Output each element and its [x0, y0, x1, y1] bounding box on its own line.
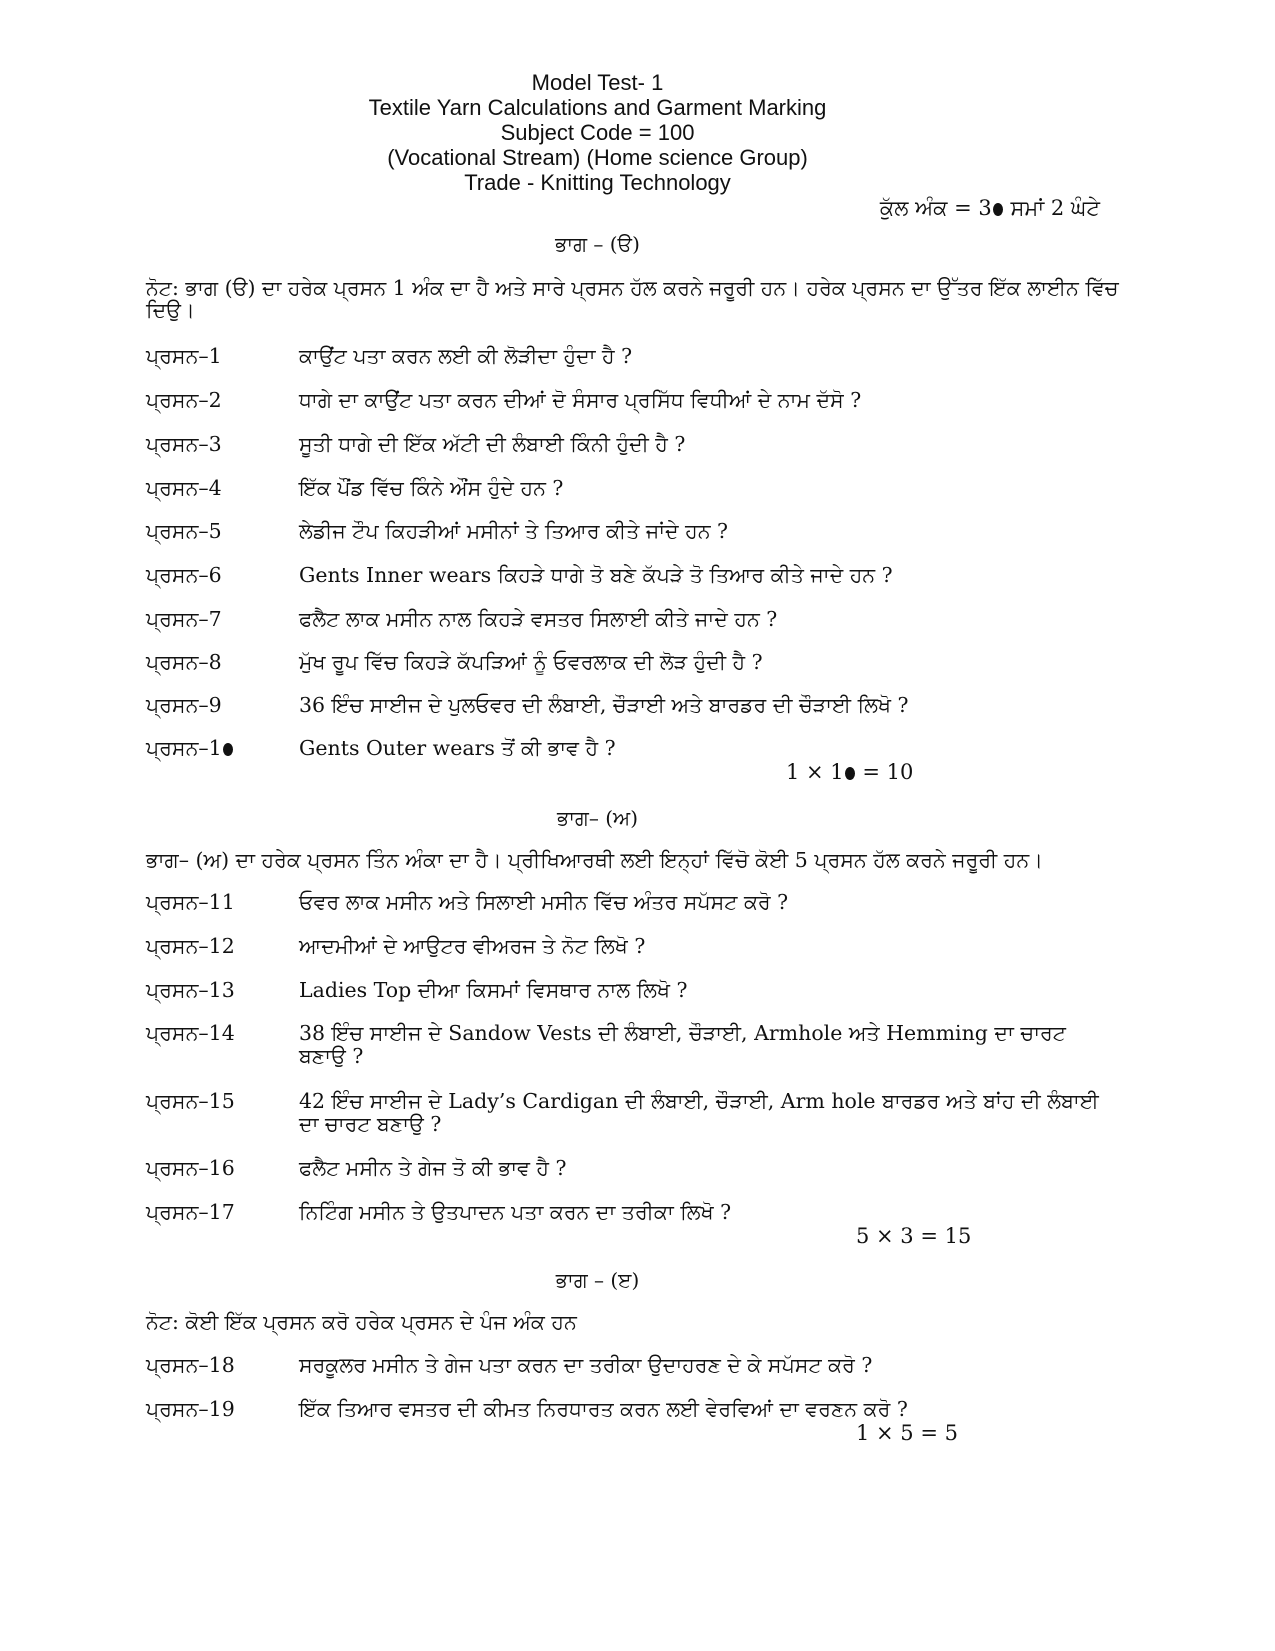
question-text: ਇੱਕ ਪੌਂਡ ਵਿੱਚ ਕਿੰਨੇ ਔਂਸ ਹੁੰਦੇ ਹਨ ? [299, 476, 564, 500]
question-number: ਪ੍ਰਸਨ–14 [146, 1021, 235, 1045]
question-text: ਲੇਡੀਜ ਟੌਪ ਕਿਹੜੀਆਂ ਮਸੀਨਾਂ ਤੇ ਤਿਆਰ ਕੀਤੇ ਜਾਂਦੇ ਹਨ ? [299, 519, 729, 543]
question-number: ਪ੍ਰਸਨ–18 [146, 1353, 235, 1377]
question-text: Ladies Top ਦੀਆ ਕਿਸਮਾਂ ਵਿਸਥਾਰ ਨਾਲ ਲਿਖੋ ? [299, 978, 688, 1002]
question-number: ਪ੍ਰਸਨ–5 [146, 519, 222, 543]
question-number: ਪ੍ਰਸਨ–15 [146, 1089, 235, 1113]
score-right: = 10 [855, 760, 914, 784]
question-number: ਪ੍ਰਸਨ–7 [146, 607, 222, 631]
question-number: ਪ੍ਰਸਨ–11 [146, 890, 235, 914]
section-b-title: ਭਾਗ– (ਅ) [556, 806, 639, 830]
question-number: ਪ੍ਰਸਨ–1 [146, 344, 222, 368]
question-number: ਪ੍ਰਸਨ–4 [146, 476, 222, 500]
trade-name: Trade - Knitting Technology [464, 170, 731, 195]
question-number: ਪ੍ਰਸਨ–3 [146, 432, 222, 456]
question-number: ਪ੍ਰਸਨ–12 [146, 934, 235, 958]
section-c-note: ਨੋਟ: ਕੋਈ ਇੱਕ ਪ੍ਰਸਨ ਕਰੋ ਹਰੇਕ ਪ੍ਰਸਨ ਦੇ ਪੰਜ ਅੰਕ ਹਨ [146, 1310, 577, 1334]
question-number: ਪ੍ਰਸਨ–17 [146, 1200, 235, 1224]
test-title: Model Test- 1 [531, 70, 664, 95]
total-marks-label: ਕੁੱਲ ਅੰਕ = 3 [879, 196, 992, 220]
question-text: 42 ਇੰਚ ਸਾਈਜ ਦੇ Lady’s Cardigan ਦੀ ਲੰਬਾਈ, ਚੌੜਾਈ, Arm hole ਬਾਰਡਰ ਅਤੇ ਬਾਂਹ ਦੀ ਲੰਬਾਈ ਦਾ ਚਾਰਟ ਬਣਾਉ ? [299, 1089, 1099, 1136]
question-text: ਸੂਤੀ ਧਾਗੇ ਦੀ ਇੱਕ ਅੱਟੀ ਦੀ ਲੰਬਾਈ ਕਿੰਨੀ ਹੁੰਦੀ ਹੈ ? [299, 432, 686, 456]
question-text: ਆਦਮੀਆਂ ਦੇ ਆਉਟਰ ਵੀਅਰਜ ਤੇ ਨੋਟ ਲਿਖੋ ? [299, 934, 646, 958]
question-text: ਕਾਉਂਟ ਪਤਾ ਕਰਨ ਲਈ ਕੀ ਲੋੜੀਦਾ ਹੁੰਦਾ ਹੈ ? [299, 344, 633, 368]
question-number: ਪ੍ਰਸਨ–16 [146, 1156, 235, 1180]
subject-title: Textile Yarn Calculations and Garment Marking [368, 95, 827, 120]
score-left: 1 × 1 [786, 760, 844, 784]
zero-dot-glyph [223, 743, 233, 756]
question-text: 36 ਇੰਚ ਸਾਈਜ ਦੇ ਪੁਲਓਵਰ ਦੀ ਲੰਬਾਈ, ਚੌੜਾਈ ਅਤੇ ਬਾਰਡਰ ਦੀ ਚੌੜਾਈ ਲਿਖੋ ? [299, 693, 909, 717]
question-number: ਪ੍ਰਸਨ–6 [146, 563, 222, 587]
question-text: ਓਵਰ ਲਾਕ ਮਸੀਨ ਅਤੇ ਸਿਲਾਈ ਮਸੀਨ ਵਿੱਚ ਅੰਤਰ ਸਪੱਸਟ ਕਰੋ ? [299, 890, 789, 914]
zero-dot-glyph [845, 767, 855, 780]
question-number: ਪ੍ਰਸਨ–8 [146, 650, 222, 674]
question-text: ਫਲੈਟ ਲਾਕ ਮਸੀਨ ਨਾਲ ਕਿਹੜੇ ਵਸਤਰ ਸਿਲਾਈ ਕੀਤੇ ਜਾਦੇ ਹਨ ? [299, 607, 778, 631]
question-number-prefix: ਪ੍ਰਸਨ–1 [146, 736, 222, 760]
time-label: ਸਮਾਂ 2 ਘੰਟੇ [1003, 196, 1100, 220]
question-text: Gents Inner wears ਕਿਹੜੇ ਧਾਗੇ ਤੋ ਬਣੇ ਕੱਪੜੇ ਤੋ ਤਿਆਰ ਕੀਤੇ ਜਾਦੇ ਹਨ ? [299, 563, 893, 587]
question-text: ਨਿਟਿੰਗ ਮਸੀਨ ਤੇ ਉਤਪਾਦਨ ਪਤਾ ਕਰਨ ਦਾ ਤਰੀਕਾ ਲਿਖੋ ? [299, 1200, 732, 1224]
zero-dot-glyph [993, 203, 1003, 216]
question-text: ਇੱਕ ਤਿਆਰ ਵਸਤਰ ਦੀ ਕੀਮਤ ਨਿਰਧਾਰਤ ਕਰਨ ਲਈ ਵੇਰਵਿਆਂ ਦਾ ਵਰਣਨ ਕਰੋ ? [299, 1397, 908, 1421]
question-number: ਪ੍ਰਸਨ–13 [146, 978, 235, 1002]
exam-header [0, 70, 1195, 195]
question-text: ਮੁੱਖ ਰੂਪ ਵਿੱਚ ਕਿਹੜੇ ਕੱਪੜਿਆਂ ਨੂੰ ਓਵਰਲਾਕ ਦੀ ਲੋੜ ਹੁੰਦੀ ਹੈ ? [299, 650, 763, 674]
question-text: ਧਾਗੇ ਦਾ ਕਾਉਂਟ ਪਤਾ ਕਰਨ ਦੀਆਂ ਦੋ ਸੰਸਾਰ ਪ੍ਰਸਿੱਧ ਵਿਧੀਆਂ ਦੇ ਨਾਮ ਦੱਸੋ ? [299, 388, 862, 412]
question-number [146, 737, 286, 760]
section-c-title: ਭਾਗ – (ੲ) [555, 1268, 640, 1292]
section-b-score: 5 × 3 = 15 [856, 1224, 972, 1248]
question-text: Gents Outer wears ਤੋਂ ਕੀ ਭਾਵ ਹੈ ? [299, 736, 616, 760]
section-a-score [786, 760, 913, 784]
stream-group: (Vocational Stream) (Home science Group) [387, 145, 808, 170]
question-text: ਸਰਕੂਲਰ ਮਸੀਨ ਤੇ ਗੇਜ ਪਤਾ ਕਰਨ ਦਾ ਤਰੀਕਾ ਉਦਾਹਰਣ ਦੇ ਕੇ ਸਪੱਸਟ ਕਰੋ ? [299, 1353, 873, 1377]
section-a-title: ਭਾਗ – (ੳ) [555, 232, 640, 256]
subject-code: Subject Code = 100 [500, 120, 695, 145]
question-number: ਪ੍ਰਸਨ–19 [146, 1397, 235, 1421]
question-text: 38 ਇੰਚ ਸਾਈਜ ਦੇ Sandow Vests ਦੀ ਲੰਬਾਈ, ਚੌੜਾਈ, Armhole ਅਤੇ Hemming ਦਾ ਚਾਰਟ ਬਣਾਉ ? [299, 1021, 1066, 1068]
section-a-note: ਨੋਟ: ਭਾਗ (ੳ) ਦਾ ਹਰੇਕ ਪ੍ਰਸਨ 1 ਅੰਕ ਦਾ ਹੈ ਅਤੇ ਸਾਰੇ ਪ੍ਰਸਨ ਹੱਲ ਕਰਨੇ ਜਰੂਰੀ ਹਨ। ਹਰੇਕ ਪ੍ਰਸਨ ਦਾ ਉੱਤਰ ਇੱਕ ਲਾਈਨ ਵਿੱਚ ਦਿਉ। [146, 276, 1119, 322]
section-c-score: 1 × 5 = 5 [856, 1421, 958, 1445]
question-number: ਪ੍ਰਸਨ–9 [146, 693, 222, 717]
section-b-note: ਭਾਗ– (ਅ) ਦਾ ਹਰੇਕ ਪ੍ਰਸਨ ਤਿੰਨ ਅੰਕਾ ਦਾ ਹੈ। ਪ੍ਰੀਖਿਆਰਥੀ ਲਈ ਇਨ੍ਹਾਂ ਵਿੱਚੋ ਕੋਈ 5 ਪ੍ਰਸਨ ਹੱਲ ਕਰਨੇ ਜਰੂਰੀ ਹਨ। [146, 848, 1043, 872]
question-number: ਪ੍ਰਸਨ–2 [146, 388, 222, 412]
question-text: ਫਲੈਟ ਮਸੀਨ ਤੇ ਗੇਜ ਤੋ ਕੀ ਭਾਵ ਹੈ ? [299, 1156, 567, 1180]
total-marks-time [880, 196, 1100, 221]
